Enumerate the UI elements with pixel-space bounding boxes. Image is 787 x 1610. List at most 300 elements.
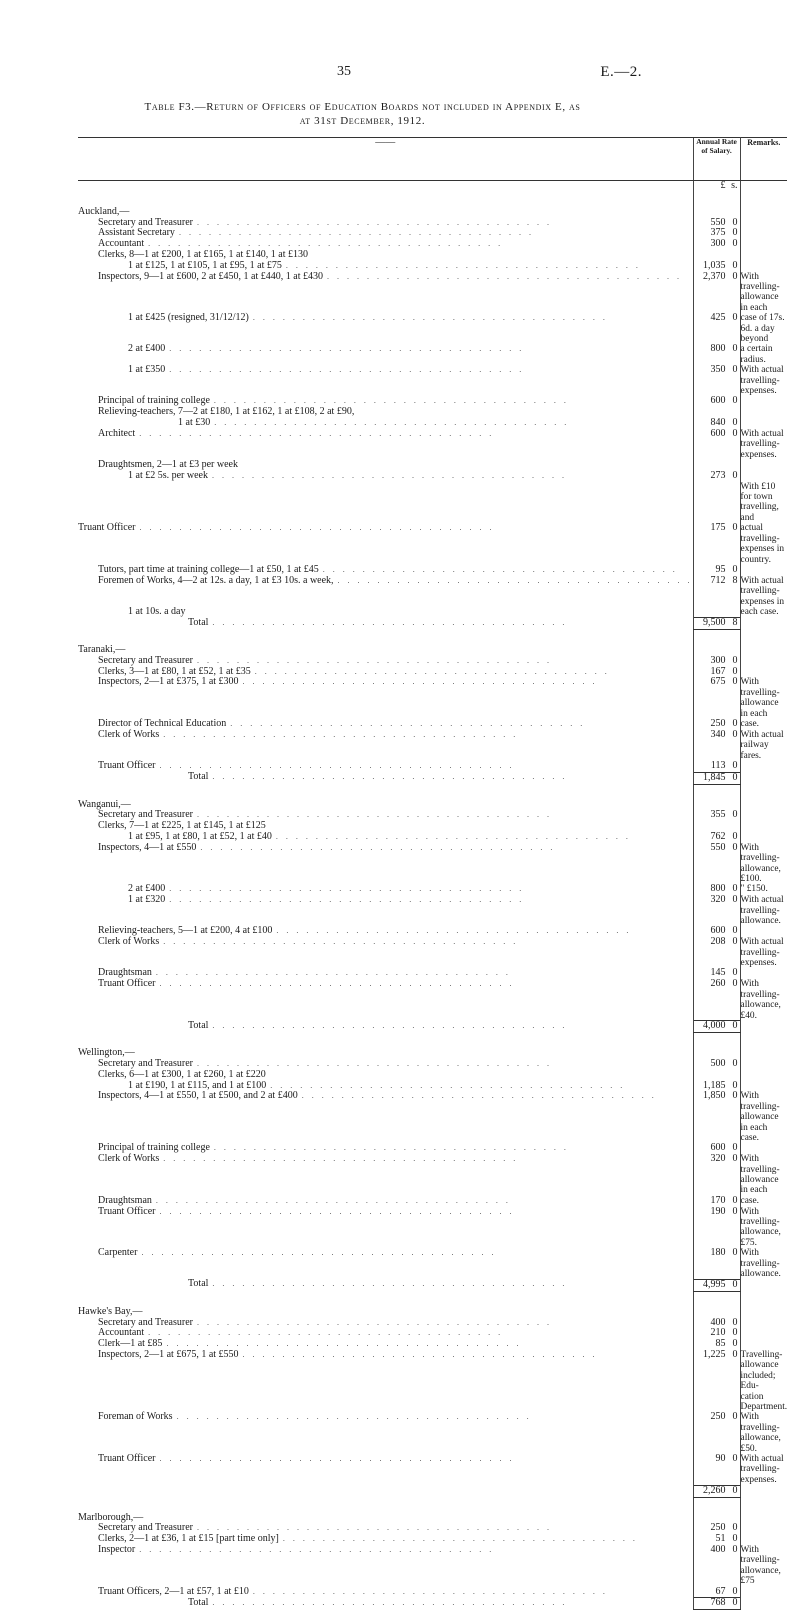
salary-shillings: 0 <box>732 1453 738 1465</box>
salary-pounds: 250 <box>710 1522 726 1534</box>
remarks-cell <box>740 1534 787 1545</box>
table-row <box>78 1154 787 1196</box>
officer-description: Truant Officer <box>98 760 156 772</box>
description-cell <box>78 1207 693 1249</box>
table-row <box>78 761 787 772</box>
officer-description: Truant Officer <box>98 1205 156 1217</box>
salary-pounds: 210 <box>710 1327 726 1339</box>
salary-pounds: 425 <box>710 312 726 324</box>
salary-pounds: 600 <box>710 1142 726 1154</box>
salary-shillings: 0 <box>732 771 738 783</box>
salary-pounds: 273 <box>710 469 726 481</box>
officers-return-table <box>78 137 787 1610</box>
description-cell <box>78 272 693 314</box>
region-name: Hawke's Bay,— <box>78 1305 143 1317</box>
officer-description: Secretary and Treasurer <box>98 216 193 228</box>
description-cell <box>78 1598 693 1610</box>
remarks-cell <box>740 1081 787 1092</box>
description-cell <box>78 1021 693 1033</box>
remarks-cell <box>740 1021 787 1033</box>
description-cell <box>78 313 693 344</box>
region-heading-row <box>78 202 787 218</box>
description-cell <box>78 979 693 1021</box>
remark-text: case. <box>740 1133 760 1144</box>
table-row <box>78 313 787 344</box>
salary-shillings: 0 <box>732 1484 738 1496</box>
description-cell <box>78 1508 693 1524</box>
remarks-cell <box>740 719 787 730</box>
description-cell <box>78 523 693 554</box>
salary-pounds: 2,260 <box>703 1484 726 1496</box>
officer-description: Truant Officer <box>98 978 156 990</box>
salary-cell <box>693 772 740 784</box>
remarks-cell <box>740 1070 787 1081</box>
officer-description: Carpenter <box>98 1247 138 1259</box>
officer-description: Clerks, 8—1 at £200, 1 at £165, 1 at £140, 1 at £130 <box>98 248 308 260</box>
description-cell <box>78 795 693 811</box>
table-row <box>78 607 787 618</box>
table-header-row <box>78 138 787 181</box>
officer-description: Secretary and Treasurer <box>98 1316 193 1328</box>
remarks-cell <box>740 821 787 832</box>
description-cell <box>78 719 693 730</box>
remarks-cell <box>740 1508 787 1524</box>
remark-text: Travelling-allowance included; Edu- <box>740 1349 783 1392</box>
salary-cell <box>693 1043 740 1059</box>
leader-dots: . . . . . . . . . . . . . . . . . . . . . . . . . . . . . . . . . . . . <box>212 617 568 627</box>
salary-shillings: 0 <box>732 1348 738 1360</box>
remarks-cell <box>740 365 787 396</box>
officer-description: Truant Officers, 2—1 at £57, 1 at £10 <box>98 1585 249 1597</box>
description-cell <box>78 1154 693 1196</box>
total-row <box>78 772 787 784</box>
salary-cell <box>693 1350 740 1392</box>
leader-dots: . . . . . . . . . . . . . . . . . . . . . . . . . . . . . . . . . . . . <box>159 1206 515 1216</box>
officer-description: 1 at £30 <box>178 417 211 429</box>
salary-cell <box>693 843 740 885</box>
officer-description: Total <box>188 1019 209 1031</box>
remarks-cell <box>740 656 787 667</box>
description-cell <box>78 937 693 968</box>
description-cell <box>78 365 693 396</box>
remark-text: With travelling-allowance. <box>740 1248 781 1280</box>
table-row <box>78 1318 787 1329</box>
table-row <box>78 261 787 272</box>
leader-dots: . . . . . . . . . . . . . . . . . . . . . . . . . . . . . . . . . . . . <box>242 677 598 687</box>
salary-pounds: 400 <box>710 1316 726 1328</box>
salary-pounds: 355 <box>710 809 726 821</box>
salary-cell <box>693 471 740 482</box>
remark-text: country. <box>740 554 771 565</box>
remark-text: With actual travelling-allowance. <box>740 895 784 927</box>
salary-shillings: 0 <box>732 1142 738 1154</box>
salary-pounds: 250 <box>710 718 726 730</box>
officer-description: 1 at £425 (resigned, 31/12/12) <box>128 312 249 324</box>
salary-cell <box>693 761 740 772</box>
officer-description: Clerks, 7—1 at £225, 1 at £145, 1 at £125 <box>98 820 266 832</box>
salary-pounds: 400 <box>710 1543 726 1555</box>
description-cell <box>78 1545 693 1587</box>
remarks-cell <box>740 1196 787 1207</box>
remarks-cell <box>740 968 787 979</box>
remarks-cell <box>740 1339 787 1350</box>
total-row <box>78 618 787 630</box>
description-cell <box>78 968 693 979</box>
officer-description: Clerks, 3—1 at £80, 1 at £52, 1 at £35 <box>98 665 251 677</box>
officer-description: Total <box>188 1596 209 1608</box>
officer-description: Inspectors, 9—1 at £600, 2 at £450, 1 at £440, 1 at £430 <box>98 270 323 282</box>
officer-description: Inspectors, 2—1 at £675, 1 at £550 <box>98 1348 239 1360</box>
remarks-cell <box>740 555 787 565</box>
table-title <box>80 100 645 128</box>
salary-pounds: 1,225 <box>703 1348 726 1360</box>
remarks-cell <box>740 937 787 968</box>
table-row <box>78 228 787 239</box>
remark-text: With travelling-allowance, £50. <box>740 1412 781 1454</box>
salary-shillings: 8 <box>732 574 738 586</box>
remarks-cell <box>740 471 787 482</box>
table-row <box>78 843 787 885</box>
salary-cell <box>693 1279 740 1291</box>
salary-shillings: 0 <box>732 1153 738 1165</box>
salary-pounds: 1,185 <box>703 1079 726 1091</box>
officer-description: Draughtsmen, 2—1 at £3 per week <box>98 459 238 471</box>
table-row <box>78 365 787 396</box>
description-cell <box>78 677 693 719</box>
salary-pounds: 550 <box>710 216 726 228</box>
description-cell <box>78 344 693 365</box>
salary-cell <box>693 523 740 554</box>
salary-pounds: 800 <box>710 883 726 895</box>
remarks-cell <box>740 730 787 761</box>
description-cell <box>78 1328 693 1339</box>
region-heading-row <box>78 1508 787 1524</box>
description-cell <box>78 772 693 784</box>
salary-shillings: 0 <box>732 967 738 979</box>
remarks-cell <box>740 1545 787 1587</box>
leader-dots: . . . . . . . . . . . . . . . . . . . . . . . . . . . . . . . . . . . . <box>212 772 568 782</box>
remark-text: With actual travelling-expenses. <box>740 937 784 969</box>
table-row <box>78 429 787 460</box>
remarks-cell <box>740 1043 787 1059</box>
remarks-cell <box>740 1059 787 1070</box>
leader-dots: . . . . . . . . . . . . . . . . . . . . . . . . . . . . . . . . . . . . <box>212 1020 568 1030</box>
table-row <box>78 1545 787 1587</box>
salary-pounds: 340 <box>710 728 726 740</box>
remarks-cell <box>740 667 787 678</box>
salary-shillings: 0 <box>732 1058 738 1069</box>
table-row <box>78 656 787 667</box>
leader-dots: . . . . . . . . . . . . . . . . . . . . . . . . . . . . . . . . . . . . <box>322 564 678 574</box>
salary-pounds: 762 <box>710 831 726 843</box>
table-row <box>78 979 787 1021</box>
salary-pounds: 600 <box>710 395 726 407</box>
leader-dots: . . . . . . . . . . . . . . . . . . . . . . . . . . . . . . . . . . . . <box>252 313 608 323</box>
salary-shillings: 0 <box>732 238 738 250</box>
total-row <box>78 1485 787 1497</box>
table-row <box>78 1091 787 1133</box>
officer-description: Tutors, part time at training college—1 at £50, 1 at £45 <box>98 563 319 575</box>
salary-cell <box>693 202 740 218</box>
leader-dots: . . . . . . . . . . . . . . . . . . . . . . . . . . . . . . . . . . . . <box>276 926 632 936</box>
remarks-cell <box>740 1143 787 1154</box>
leader-dots: . . . . . . . . . . . . . . . . . . . . . . . . . . . . . . . . . . . . <box>301 1091 657 1101</box>
description-cell <box>78 1248 693 1279</box>
table-row <box>78 218 787 229</box>
leader-dots: . . . . . . . . . . . . . . . . . . . . . . . . . . . . . . . . . . . . <box>196 1317 552 1327</box>
salary-pounds: 167 <box>710 665 726 677</box>
leader-dots: . . . . . . . . . . . . . . . . . . . . . . . . . . . . . . . . . . . . <box>178 228 534 238</box>
leader-dots: . . . . . . . . . . . . . . . . . . . . . . . . . . . . . . . . . . . . <box>242 1349 598 1359</box>
remark-text: With travelling-allowance, £75 <box>740 1544 781 1587</box>
officer-description: Clerks, 2—1 at £36, 1 at £15 [part time only] <box>98 1533 279 1545</box>
table-row <box>78 1248 787 1279</box>
salary-cell <box>693 810 740 821</box>
salary-shillings: 0 <box>732 1522 738 1534</box>
description-cell <box>78 407 693 418</box>
salary-shillings: 8 <box>732 617 738 629</box>
remark-text: With £10 for town travelling, and <box>740 481 779 523</box>
officer-description: Total <box>188 1278 209 1290</box>
remarks-cell <box>740 1302 787 1318</box>
leader-dots: . . . . . . . . . . . . . . . . . . . . . . . . . . . . . . . . . . . . <box>139 428 495 438</box>
salary-cell <box>693 1587 740 1598</box>
officer-description: Secretary and Treasurer <box>98 1522 193 1534</box>
leader-dots: . . . . . . . . . . . . . . . . . . . . . . . . . . . . . . . . . . . . <box>200 842 556 852</box>
salary-cell <box>693 1091 740 1133</box>
description-cell <box>78 418 693 429</box>
leader-dots: . . . . . . . . . . . . . . . . . . . . . . . . . . . . . . . . . . . . <box>159 1454 515 1464</box>
remarks-cell <box>740 607 787 618</box>
leader-dots: . . . . . . . . . . . . . . . . . . . . . . . . . . . . . . . . . . . . <box>159 761 515 771</box>
remarks-cell <box>740 1248 787 1279</box>
remarks-cell <box>740 576 787 607</box>
salary-shillings: 0 <box>732 395 738 407</box>
officer-description: Secretary and Treasurer <box>98 654 193 666</box>
remarks-cell <box>740 565 787 576</box>
remark-text: " £150. <box>740 884 768 895</box>
salary-pounds: 1,850 <box>703 1090 726 1102</box>
salary-pounds: 600 <box>710 925 726 937</box>
salary-shillings: 0 <box>732 1411 738 1423</box>
officer-description: 2 at £400 <box>128 883 166 895</box>
total-row <box>78 1598 787 1610</box>
salary-shillings: 0 <box>732 978 738 990</box>
description-cell <box>78 843 693 885</box>
salary-pounds: 175 <box>710 522 726 534</box>
salary-cell <box>693 937 740 968</box>
salary-pounds: 208 <box>710 936 726 948</box>
table-row <box>78 968 787 979</box>
description-cell <box>78 926 693 937</box>
salary-pounds: 260 <box>710 978 726 990</box>
table-row <box>78 1196 787 1207</box>
salary-shillings: 0 <box>732 894 738 906</box>
salary-shillings: 0 <box>732 1278 738 1290</box>
remarks-cell <box>740 1350 787 1392</box>
description-cell <box>78 618 693 630</box>
description-cell <box>78 202 693 218</box>
leader-dots: . . . . . . . . . . . . . . . . . . . . . . . . . . . . . . . . . . . . <box>282 1534 638 1544</box>
remark-text: case. <box>740 1195 760 1206</box>
officer-description: 1 at £95, 1 at £80, 1 at £52, 1 at £40 <box>128 831 272 843</box>
remarks-cell <box>740 810 787 821</box>
table-row <box>78 1070 787 1081</box>
description-cell <box>78 730 693 761</box>
remarks-cell <box>740 482 787 524</box>
salary-pounds: 1,845 <box>703 771 726 783</box>
remarks-cell <box>740 1454 787 1485</box>
salary-shillings: 0 <box>732 760 738 772</box>
remark-text: With travelling-allowance in each <box>740 677 780 719</box>
salary-shillings: 0 <box>732 925 738 937</box>
description-cell <box>78 761 693 772</box>
officer-description: Inspectors, 4—1 at £550, 1 at £500, and 2 at £400 <box>98 1090 298 1102</box>
salary-cell <box>693 1412 740 1454</box>
pounds-unit: £ <box>720 180 726 191</box>
leader-dots: . . . . . . . . . . . . . . . . . . . . . . . . . . . . . . . . . . . . <box>211 470 567 480</box>
remarks-cell <box>740 344 787 365</box>
leader-dots: . . . . . . . . . . . . . . . . . . . . . . . . . . . . . . . . . . . . <box>254 666 610 676</box>
officer-description: Secretary and Treasurer <box>98 809 193 821</box>
description-column-header: —— <box>78 138 693 181</box>
remarks-cell <box>740 228 787 239</box>
table-row <box>78 1207 787 1249</box>
remarks-cell <box>740 884 787 895</box>
officer-description: Director of Technical Education <box>98 718 227 730</box>
table-row <box>78 482 787 524</box>
remarks-cell <box>740 795 787 811</box>
remarks-cell <box>740 407 787 418</box>
table-row <box>78 895 787 926</box>
salary-shillings: 0 <box>732 1020 738 1032</box>
description-cell <box>78 1302 693 1318</box>
remark-text: actual travelling-expenses in <box>740 523 785 555</box>
salary-pounds: 90 <box>715 1453 726 1465</box>
leader-dots: . . . . . . . . . . . . . . . . . . . . . . . . . . . . . . . . . . . . <box>159 979 515 989</box>
salary-shillings: 0 <box>732 259 738 271</box>
region-name: Auckland,— <box>78 205 130 217</box>
remark-text: With travelling-allowance in each <box>740 1091 780 1133</box>
salary-cell <box>693 607 740 618</box>
remark-text: With actual travelling-expenses. <box>740 1454 784 1485</box>
remarks-cell <box>740 313 787 344</box>
leader-dots: . . . . . . . . . . . . . . . . . . . . . . . . . . . . . . . . . . . . <box>169 365 525 375</box>
officer-description: Foremen of Works, 4—2 at 12s. a day, 1 at £3 10s. a week, <box>98 574 334 586</box>
officer-description: Clerk of Works <box>98 728 160 740</box>
remark-text: With actual travelling-expenses. <box>740 428 784 460</box>
leader-dots: . . . . . . . . . . . . . . . . . . . . . . . . . . . . . . . . . . . . <box>196 1059 552 1068</box>
leader-dots: . . . . . . . . . . . . . . . . . . . . . . . . . . . . . . . . . . . . <box>163 937 519 947</box>
salary-pounds: 300 <box>710 238 726 250</box>
salary-pounds: 500 <box>710 1058 726 1069</box>
remarks-cell <box>740 1154 787 1196</box>
salary-cell <box>693 1059 740 1070</box>
remarks-column-header: Remarks. <box>740 138 787 181</box>
remarks-cell <box>740 1207 787 1249</box>
salary-shillings: 0 <box>732 270 738 282</box>
salary-pounds: 300 <box>710 654 726 666</box>
leader-dots: . . . . . . . . . . . . . . . . . . . . . . . . . . . . . . . . . . . . <box>155 1195 511 1205</box>
salary-shillings: 0 <box>732 1327 738 1339</box>
salary-cell <box>693 272 740 314</box>
table-row <box>78 926 787 937</box>
salary-shillings: 0 <box>732 227 738 239</box>
leader-dots: . . . . . . . . . . . . . . . . . . . . . . . . . . . . . . . . . . . . <box>166 1339 522 1349</box>
salary-cell <box>693 344 740 365</box>
salary-cell <box>693 618 740 630</box>
officer-description: 1 at £350 <box>128 364 166 376</box>
salary-shillings: 0 <box>732 1597 738 1609</box>
remarks-cell <box>740 761 787 772</box>
region-heading-row <box>78 795 787 811</box>
description-cell <box>78 1485 693 1497</box>
salary-cell <box>693 1070 740 1081</box>
remarks-cell <box>740 1392 787 1413</box>
salary-cell <box>693 313 740 344</box>
salary-pounds: 712 <box>710 574 726 586</box>
table-row <box>78 1328 787 1339</box>
salary-shillings: 0 <box>732 1533 738 1545</box>
officer-description: Principal of training college <box>98 395 210 407</box>
shillings-unit: s. <box>731 180 738 191</box>
remarks-cell <box>740 1318 787 1329</box>
description-cell <box>78 1534 693 1545</box>
description-cell <box>78 656 693 667</box>
remarks-cell <box>740 218 787 229</box>
salary-shillings: 0 <box>732 841 738 853</box>
officer-description: 1 at £2 5s. per week <box>128 469 208 481</box>
officer-description: Draughtsman <box>98 1194 152 1206</box>
salary-shillings: 0 <box>732 883 738 895</box>
salary-pounds: 67 <box>715 1585 726 1597</box>
leader-dots: . . . . . . . . . . . . . . . . . . . . . . . . . . . . . . . . . . . . <box>252 1586 608 1596</box>
salary-shillings: 0 <box>732 417 738 429</box>
remark-text: With travelling-allowance in each <box>740 271 780 313</box>
leader-dots: . . . . . . . . . . . . . . . . . . . . . . . . . . . . . . . . . . . . <box>148 1328 504 1338</box>
officer-description: Draughtsman <box>98 967 152 979</box>
remarks-cell <box>740 202 787 218</box>
remarks-cell <box>740 895 787 926</box>
remarks-cell <box>740 1587 787 1598</box>
officer-description: 2 at £400 <box>128 343 166 355</box>
leader-dots: . . . . . . . . . . . . . . . . . . . . . . . . . . . . . . . . . . . . <box>214 418 570 428</box>
table-title-line2: at 31st December, 1912. <box>299 115 426 127</box>
officer-description: Clerks, 6—1 at £300, 1 at £260, 1 at £220 <box>98 1068 266 1080</box>
leader-dots: . . . . . . . . . . . . . . . . . . . . . . . . . . . . . . . . . . . . <box>169 895 525 905</box>
salary-pounds: 320 <box>710 1153 726 1165</box>
officer-description: Inspectors, 4—1 at £550 <box>98 841 197 853</box>
description-cell <box>78 640 693 656</box>
leader-dots: . . . . . . . . . . . . . . . . . . . . . . . . . . . . . . . . . . . . <box>337 575 693 585</box>
leader-dots: . . . . . . . . . . . . . . . . . . . . . . . . . . . . . . . . . . . . <box>285 260 641 270</box>
description-cell <box>78 1070 693 1081</box>
salary-pounds: 190 <box>710 1205 726 1217</box>
table-row <box>78 1534 787 1545</box>
officer-description: Inspectors, 2—1 at £375, 1 at £300 <box>98 676 239 688</box>
remark-text: cation Department. <box>740 1391 787 1412</box>
salary-pounds: 350 <box>710 364 726 376</box>
officer-description: Assistant Secretary <box>98 227 175 239</box>
table-row <box>78 1454 787 1485</box>
officer-description: 1 at 10s. a day <box>128 605 186 617</box>
salary-pounds: 768 <box>710 1597 726 1609</box>
description-cell <box>78 1279 693 1291</box>
description-cell <box>78 429 693 460</box>
salary-shillings: 0 <box>732 654 738 666</box>
table-row <box>78 884 787 895</box>
region-name: Taranaki,— <box>78 644 126 656</box>
